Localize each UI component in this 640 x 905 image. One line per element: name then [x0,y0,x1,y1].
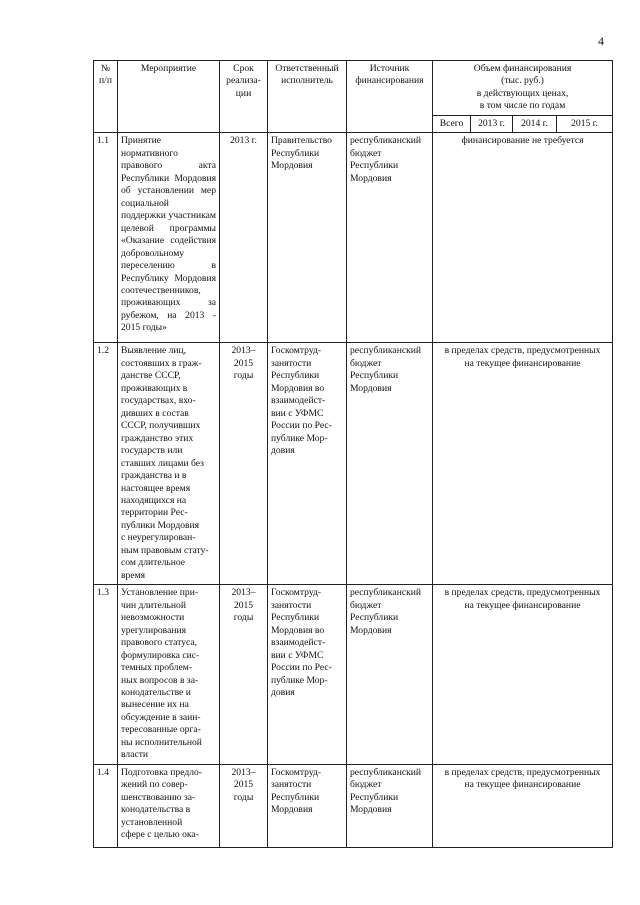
header-term: Срок реализа- ции [220,61,268,133]
row-num: 1.4 [94,764,118,847]
row-measure: Принятие нормативного правового акта Республики Мордовия об установлении мер социальной поддержки участникам целевой программы «Оказание содействия добровольному переселению в Республику Мордовия соотечественников, проживающих за рубежом, на 2013 - 2015 годы» [118,133,220,343]
row-responsible: Госкомтруд- занятости Республики Мордовия во взаимодейст- вии с УФМС России по Рес- публике Мор- довия [268,585,347,765]
header-responsible: Ответственный исполнитель [268,61,347,133]
program-table [93,60,613,848]
row-num: 1.2 [94,343,118,585]
row-term: 2013– 2015 годы [220,764,268,847]
row-responsible: Правительство Республики Мордовия [268,133,347,343]
row-measure: Подготовка предло- жений по совер- шенствованию за- конодательства в установленной сфере с целью ока- [118,764,220,847]
table-row [94,343,613,585]
header-funding: Объем финансирования (тыс. руб.) в действующих ценах, в том числе по годам [433,61,613,116]
table-row [94,585,613,765]
row-num: 1.3 [94,585,118,765]
row-term: 2013– 2015 годы [220,343,268,585]
row-responsible: Госкомтруд- занятости Республики Мордовия [268,764,347,847]
row-source: республиканский бюджет Республики Мордовия [347,133,433,343]
row-funding: в пределах средств, предусмотренных на текущее финансирование [433,343,613,585]
table-row [94,764,613,847]
header-measure: Мероприятие [118,61,220,133]
row-num: 1.1 [94,133,118,343]
row-source: республиканский бюджет Республики Мордовия [347,764,433,847]
header-source: Источник финансирования [347,61,433,133]
header-year-2013: 2013 г. [471,115,513,132]
table-header-row [94,61,613,116]
row-funding: в пределах средств, предусмотренных на текущее финансирование [433,585,613,765]
row-source: республиканский бюджет Республики Мордовия [347,343,433,585]
row-measure: Выявление лиц, состоявших в граж- данстве СССР, проживающих в государствах, вхо- дивших в состав СССР, получивших гражданство этих государств или ставших лицами без гражданства и в настоящее время находящихся на территории Рес- публики Мордовия с неурегулирован- ным правовым стату- сом длительное время [118,343,220,585]
row-measure: Установление при- чин длительной невозможности урегулирования правового статуса, формулировка сис- темных проблем- ных вопросов в за- конодательстве и вынесение их на обсуждение в заин- тересованные орга- ны исполнительной власти [118,585,220,765]
header-total: Всего [433,115,471,132]
page-number: 4 [598,34,604,48]
row-term: 2013 г. [220,133,268,343]
row-funding: финансирование не требуется [433,133,613,343]
header-year-2015: 2015 г. [557,115,613,132]
row-responsible: Госкомтруд- занятости Республики Мордовия во взаимодейст- вии с УФМС России по Рес- публике Мор- довия [268,343,347,585]
header-year-2014: 2014 г. [513,115,557,132]
row-funding: в пределах средств, предусмотренных на текущее финансирование [433,764,613,847]
table-row [94,133,613,343]
row-term: 2013– 2015 годы [220,585,268,765]
row-source: республиканский бюджет Республики Мордовия [347,585,433,765]
header-num: № п/п [94,61,118,133]
